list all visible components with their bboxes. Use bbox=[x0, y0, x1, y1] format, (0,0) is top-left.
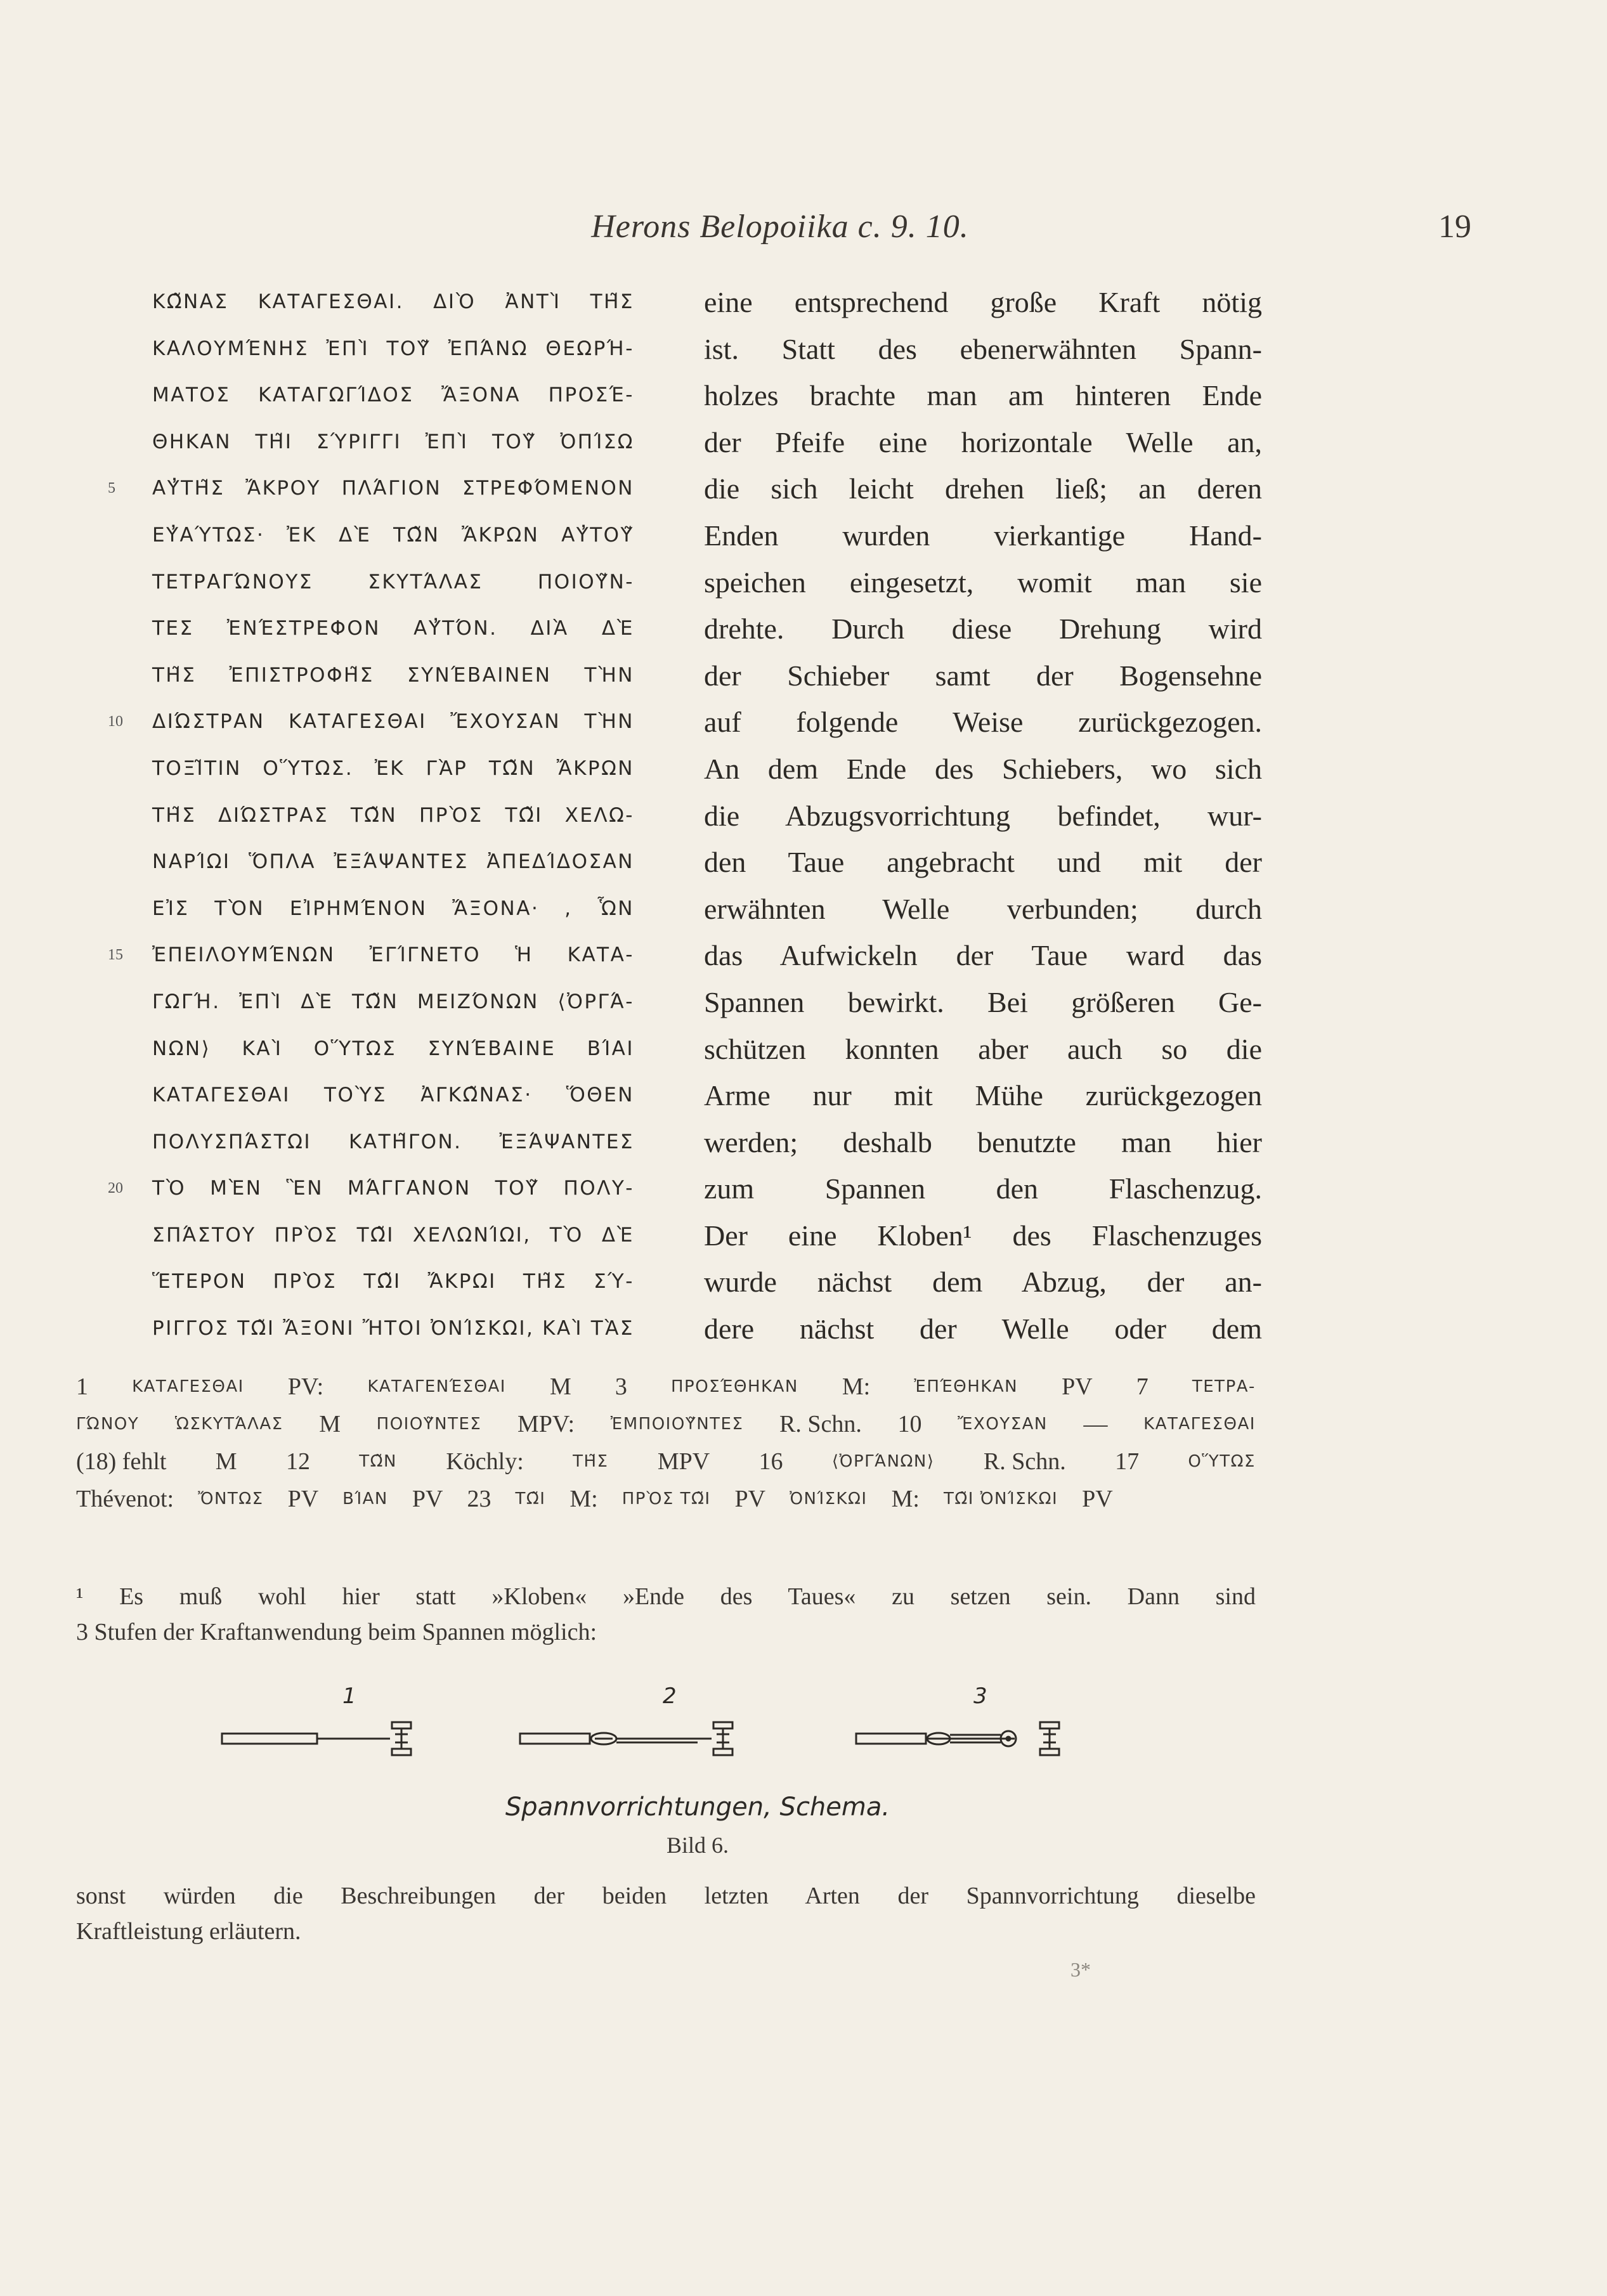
line-number: 5 bbox=[108, 480, 115, 497]
slider-shape bbox=[856, 1734, 926, 1744]
page-number: 19 bbox=[1438, 209, 1471, 245]
apparatus-token: Thévenot: bbox=[76, 1486, 174, 1512]
german-line: speichen eingesetzt, womit man sie bbox=[704, 566, 1262, 599]
greek-line bbox=[108, 932, 634, 979]
apparatus-token: PV bbox=[1062, 1373, 1093, 1400]
apparatus-token: ΚΑΤΑΓΕΣΘΑΙ bbox=[1143, 1415, 1256, 1434]
windlass-top bbox=[713, 1722, 732, 1728]
scheme-label-2: 2 bbox=[663, 1683, 677, 1709]
greek-line-text: ΜΑΤΟΣ ΚΑΤΑΓΩΓΊΔΟΣ ἌΞΟΝΑ ΠΡΟΣΈ- bbox=[152, 384, 634, 407]
apparatus-line bbox=[76, 1406, 1256, 1443]
apparatus-line bbox=[76, 1481, 1256, 1518]
apparatus-token: PV bbox=[1082, 1486, 1113, 1512]
german-line: werden; deshalb benutzte man hier bbox=[704, 1125, 1262, 1158]
apparatus-token: PV bbox=[734, 1486, 766, 1512]
closing-line: sonst würden die Beschreibungen der beiden letzten Arten der Spannvorrichtung dieselbe bbox=[76, 1883, 1256, 1909]
diagram-svg bbox=[216, 1674, 1154, 1769]
german-line: schützen konnten aber auch so die bbox=[704, 1032, 1262, 1065]
german-translation-column bbox=[704, 279, 1262, 1352]
apparatus-token: M: bbox=[842, 1373, 871, 1400]
critical-apparatus bbox=[76, 1368, 1256, 1518]
closing-line: Kraftleistung erläutern. bbox=[76, 1918, 301, 1945]
apparatus-token: 12 bbox=[285, 1448, 310, 1475]
line-number: 20 bbox=[108, 1180, 123, 1197]
greek-line bbox=[152, 1212, 634, 1259]
apparatus-token: ὌΝΤΩΣ bbox=[198, 1489, 264, 1508]
greek-line-text: ΤΗ͂Σ ΔΙΏΣΤΡΑΣ ΤΩ͂Ν ΠΡῸΣ ΤΩ͂Ι ΧΕΛΩ- bbox=[152, 803, 634, 827]
windlass-bottom bbox=[713, 1749, 732, 1755]
greek-line bbox=[152, 1119, 634, 1166]
apparatus-token: PV bbox=[412, 1486, 443, 1512]
apparatus-token: ΤΩ͂Ι bbox=[515, 1489, 546, 1508]
apparatus-token: — bbox=[1083, 1411, 1108, 1437]
apparatus-token: (18) fehlt bbox=[76, 1448, 167, 1475]
apparatus-token: R. Schn. bbox=[983, 1448, 1066, 1475]
german-line: holzes brachte man am hinteren Ende bbox=[704, 379, 1262, 412]
german-line: eine entsprechend große Kraft nötig bbox=[704, 286, 1262, 318]
greek-text-column bbox=[108, 279, 634, 1352]
apparatus-token: R. Schn. bbox=[779, 1411, 862, 1437]
running-title: Herons Belopoiika c. 9. 10. bbox=[591, 209, 969, 245]
greek-line-text: ΡΙΓΓΟΣ ΤΩ͂Ι ἌΞΟΝΙ ἬΤΟΙ ὈΝΊΣΚΩΙ, ΚΑῚ ΤᾺΣ bbox=[152, 1317, 634, 1340]
apparatus-token: 23 bbox=[467, 1486, 491, 1512]
apparatus-token: M bbox=[319, 1411, 341, 1437]
apparatus-token: 3 bbox=[615, 1373, 627, 1400]
greek-line-text: ΚΑΛΟΥΜΈΝΗΣ ἘΠῚ ΤΟΥ͂ ἘΠΆΝΩ ΘΕΩΡΉ- bbox=[152, 337, 634, 360]
greek-line-text: ΤΕΣ ἘΝΈΣΤΡΕΦΟΝ ΑΥ̓ΤΌΝ. ΔΙᾺ ΔῈ bbox=[152, 617, 634, 640]
apparatus-token: ΤΩ͂Ι ὈΝΊΣΚΩΙ bbox=[943, 1489, 1058, 1508]
apparatus-token: PV bbox=[287, 1486, 319, 1512]
apparatus-token: 10 bbox=[897, 1411, 922, 1437]
apparatus-token: ΠΟΙΟΥ͂ΝΤΕΣ bbox=[376, 1415, 482, 1434]
apparatus-token: ἘΜΠΟΙΟΥ͂ΝΤΕΣ bbox=[610, 1415, 744, 1434]
apparatus-token: ΤΕΤΡΑ- bbox=[1192, 1377, 1256, 1396]
greek-line-text: ΤΟΞΙ͂ΤΙΝ ΟὝΤΩΣ. ἘΚ ΓᾺΡ ΤΩ͂Ν ἌΚΡΩΝ bbox=[152, 756, 634, 780]
german-line: zum Spannen den Flaschenzug. bbox=[704, 1172, 1262, 1205]
german-line: der Schieber samt der Bogensehne bbox=[704, 659, 1262, 692]
greek-line-text: ΚΩ͂ΝΑΣ ΚΑΤΑΓΕΣΘΑΙ. ΔΙῸ ἈΝΤῚ ΤΗ͂Σ bbox=[152, 290, 634, 313]
greek-line bbox=[152, 839, 634, 886]
closing-paragraph bbox=[76, 1878, 1256, 1949]
german-line: der Pfeife eine horizontale Welle an, bbox=[704, 425, 1262, 458]
greek-line-text: ΕἸΣ ΤῸΝ ΕἸΡΗΜΈΝΟΝ ἌΞΟΝΑ· , ὯΝ bbox=[152, 897, 634, 920]
figure-caption bbox=[381, 1788, 1015, 1864]
footnote-line: ¹ Es muß wohl hier statt »Kloben« »Ende des Taues« zu setzen sein. Dann sind bbox=[76, 1583, 1256, 1610]
german-line: drehte. Durch diese Drehung wird bbox=[704, 613, 1262, 645]
greek-line-text: ΠΟΛΥΣΠΆΣΤΩΙ ΚΑΤΗ͂ΓΟΝ. ἘΞΆΨΑΝΤΕΣ bbox=[152, 1130, 634, 1153]
signature-mark: 3* bbox=[1070, 1958, 1091, 1981]
german-line: Enden wurden vierkantige Hand- bbox=[704, 519, 1262, 552]
scheme-3 bbox=[856, 1722, 1059, 1755]
windlass-top bbox=[392, 1722, 411, 1728]
apparatus-token: ΒΊΑΝ bbox=[342, 1489, 388, 1508]
scheme-1 bbox=[222, 1722, 411, 1755]
greek-line-text: ΤῸ ΜῈΝ ἛΝ ΜΆΓΓΑΝΟΝ ΤΟΥ͂ ΠΟΛΥ- bbox=[152, 1177, 634, 1200]
slider-shape bbox=[222, 1734, 317, 1744]
apparatus-token: ΟὝΤΩΣ bbox=[1188, 1452, 1256, 1471]
caption-title: Spannvorrichtungen, Schema. bbox=[505, 1793, 890, 1822]
greek-line bbox=[152, 372, 634, 419]
scheme-label-3: 3 bbox=[973, 1683, 987, 1709]
apparatus-token: ΠΡΟΣΈΘΗΚΑΝ bbox=[670, 1377, 798, 1396]
apparatus-line bbox=[76, 1443, 1256, 1481]
greek-line bbox=[108, 1165, 634, 1212]
apparatus-token: 16 bbox=[758, 1448, 783, 1475]
apparatus-token: M: bbox=[891, 1486, 920, 1512]
apparatus-token: ὈΝΊΣΚΩΙ bbox=[790, 1489, 868, 1508]
apparatus-token: 17 bbox=[1115, 1448, 1140, 1475]
german-line: ist. Statt des ebenerwähnten Spann- bbox=[704, 332, 1262, 365]
line-number: 10 bbox=[108, 713, 123, 730]
greek-line bbox=[152, 1306, 634, 1352]
greek-line-text: ΣΠΆΣΤΟΥ ΠΡῸΣ ΤΩ͂Ι ΧΕΛΩΝΊΩΙ, ΤῸ ΔῈ bbox=[152, 1223, 634, 1247]
apparatus-line bbox=[76, 1368, 1256, 1406]
greek-line bbox=[152, 279, 634, 326]
greek-line bbox=[152, 1259, 634, 1306]
apparatus-token: ΤΗ͂Σ bbox=[573, 1452, 609, 1471]
greek-line bbox=[152, 606, 634, 652]
apparatus-token: 1 bbox=[76, 1373, 88, 1400]
german-line: Der eine Kloben¹ des Flaschenzuges bbox=[704, 1219, 1262, 1252]
apparatus-token: M bbox=[215, 1448, 237, 1475]
greek-line-text: ΝAΡΊΩΙ ὍΠΛΑ ἘΞΆΨΑΝΤΕΣ ἈΠΕΔΊΔΟΣΑΝ bbox=[152, 850, 634, 874]
scheme-2 bbox=[520, 1722, 732, 1755]
greek-line-text: ΕΥ̓ΑΎΤΩΣ· ἘΚ ΔῈ ΤΩ͂Ν ἌΚΡΩΝ ΑΥ̓ΤΟΥ͂ bbox=[152, 523, 634, 547]
greek-line-text: ΑΥ̓ΤΗ͂Σ ἌΚΡΟΥ ΠΛΆΓΙΟΝ ΣΤΡΕΦΌΜΕΝΟΝ bbox=[152, 477, 634, 500]
german-line: Arme nur mit Mühe zurückgezogen bbox=[704, 1079, 1262, 1112]
apparatus-token: ΚΑΤΑΓΕΝΈΣΘΑΙ bbox=[367, 1377, 506, 1396]
greek-line-text: ΘΗΚΑΝ ΤΗ͂Ι ΣΎΡΙΓΓΙ ἘΠῚ ΤΟΥ͂ ὈΠΊΣΩ bbox=[152, 430, 634, 453]
apparatus-token: M bbox=[550, 1373, 571, 1400]
greek-line bbox=[152, 886, 634, 933]
greek-line bbox=[152, 326, 634, 373]
windlass-bottom bbox=[1040, 1749, 1059, 1755]
apparatus-token: M: bbox=[569, 1486, 598, 1512]
slider-shape bbox=[520, 1734, 590, 1744]
running-header bbox=[76, 208, 1471, 252]
greek-line bbox=[152, 793, 634, 840]
german-line: An dem Ende des Schiebers, wo sich bbox=[704, 752, 1262, 785]
greek-line-text: ΓΩΓΉ. ἘΠῚ ΔῈ ΤΩ͂Ν ΜΕΙΖΌΝΩΝ ⟨ὈΡΓΆ- bbox=[152, 990, 634, 1013]
greek-line bbox=[152, 559, 634, 606]
greek-line bbox=[152, 746, 634, 793]
german-line: das Aufwickeln der Taue ward das bbox=[704, 939, 1262, 972]
greek-line-text: ΔΙΏΣΤΡΑΝ ΚΑΤΑΓΕΣΘΑΙ ἜΧΟΥΣΑΝ ΤῊΝ bbox=[152, 710, 634, 734]
apparatus-token: MPV: bbox=[517, 1411, 575, 1437]
apparatus-token: ΠΡῸΣ ΤΩ͂Ι bbox=[621, 1489, 711, 1508]
apparatus-token: ἘΠΈΘΗΚΑΝ bbox=[914, 1377, 1018, 1396]
greek-line bbox=[108, 699, 634, 746]
scheme-label-1: 1 bbox=[342, 1683, 356, 1709]
greek-line bbox=[108, 465, 634, 512]
greek-line-text: ἘΠΕΙΛΟΥΜΈΝΩΝ ἘΓΊΓΝΕΤΟ Ἡ ΚΑΤΑ- bbox=[152, 944, 634, 967]
greek-line-text: ΤΗ͂Σ ἘΠΙΣΤΡΟΦΗ͂Σ ΣΥΝΈΒΑΙΝΕΝ ΤῊΝ bbox=[152, 663, 634, 687]
german-line: Spannen bewirkt. Bei größeren Ge- bbox=[704, 985, 1262, 1018]
greek-line bbox=[152, 419, 634, 466]
greek-line bbox=[152, 512, 634, 559]
greek-line-text: ΝΩΝ⟩ ΚΑῚ ΟὝΤΩΣ ΣΥΝΈΒΑΙΝΕ ΒΊΑΙ bbox=[152, 1037, 634, 1060]
greek-line-text: ΚΑΤΑΓΕΣΘΑΙ ΤΟῪΣ ἈΓΚΩ͂ΝΑΣ· ὍΘΕΝ bbox=[152, 1084, 634, 1107]
apparatus-token: MPV bbox=[657, 1448, 710, 1475]
apparatus-token: ⟨ὈΡΓΆΝΩΝ⟩ bbox=[831, 1452, 935, 1471]
apparatus-token: ἜΧΟΥΣΑΝ bbox=[958, 1415, 1048, 1434]
german-line: dere nächst der Welle oder dem bbox=[704, 1313, 1262, 1346]
apparatus-token: ὩΣΚΥΤΆΛΑΣ bbox=[174, 1415, 283, 1434]
footnote bbox=[76, 1579, 1256, 1650]
greek-line bbox=[152, 979, 634, 1026]
apparatus-token: ΚΑΤΑΓΕΣΘΑΙ bbox=[132, 1377, 244, 1396]
greek-line-text: ΤΕΤΡΑΓΏΝΟΥΣ ΣΚΥΤΆΛΑΣ ΠΟΙΟΥ͂Ν- bbox=[152, 570, 634, 593]
german-line: die Abzugsvorrichtung befindet, wur- bbox=[704, 799, 1262, 832]
apparatus-token: ΤΩ͂Ν bbox=[359, 1452, 397, 1471]
greek-line bbox=[152, 1026, 634, 1073]
greek-line bbox=[152, 652, 634, 699]
apparatus-token: 7 bbox=[1136, 1373, 1148, 1400]
apparatus-token: Köchly: bbox=[446, 1448, 524, 1475]
windlass-bottom bbox=[392, 1749, 411, 1755]
german-line: erwähnten Welle verbunden; durch bbox=[704, 892, 1262, 925]
german-line: die sich leicht drehen ließ; an deren bbox=[704, 472, 1262, 505]
greek-line-text: ἝΤΕΡΟΝ ΠΡῸΣ ΤΩ͂Ι ἌΚΡΩΙ ΤΗ͂Σ ΣΎ- bbox=[152, 1270, 634, 1294]
windlass-top bbox=[1040, 1722, 1059, 1728]
german-line: wurde nächst dem Abzug, der an- bbox=[704, 1266, 1262, 1299]
line-number: 15 bbox=[108, 947, 123, 964]
german-line: auf folgende Weise zurückgezogen. bbox=[704, 706, 1262, 739]
footnote-line: 3 Stufen der Kraftanwendung beim Spannen möglich: bbox=[76, 1619, 597, 1645]
figure-number: Bild 6. bbox=[666, 1832, 729, 1858]
german-line: den Taue angebracht und mit der bbox=[704, 846, 1262, 879]
apparatus-token: PV: bbox=[287, 1373, 324, 1400]
tensioning-diagram bbox=[216, 1674, 1154, 1769]
apparatus-token: ΓΏΝΟΥ bbox=[76, 1415, 140, 1434]
greek-line bbox=[152, 1072, 634, 1119]
